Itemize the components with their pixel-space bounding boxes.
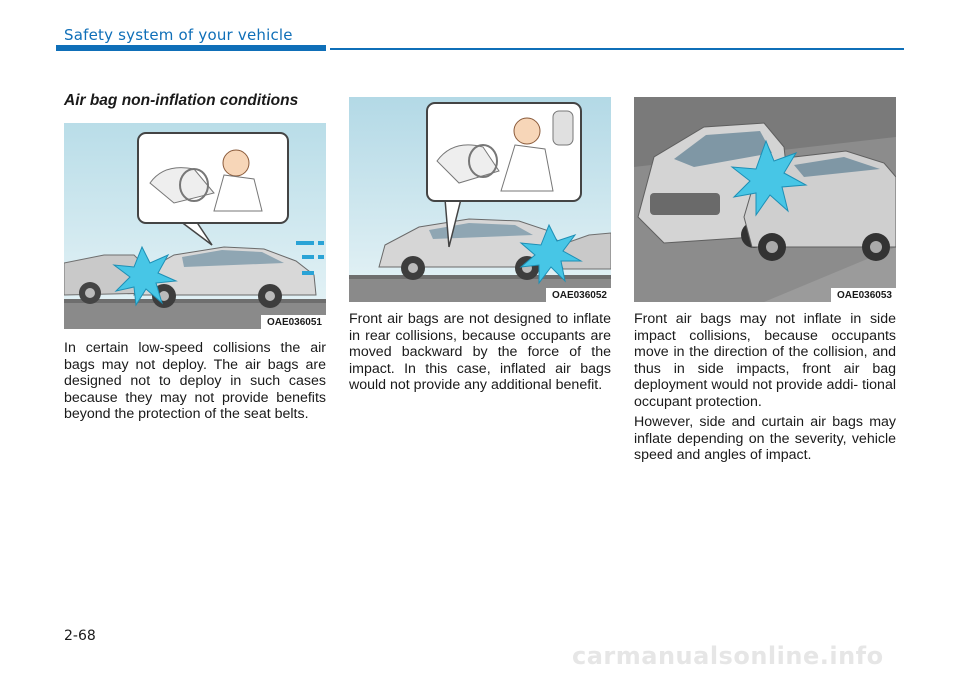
column-2-paragraph: Front air bags are not designed to inflate in rear collisions, because occupants are moved backward by the force of the impact. In this case, inflated air bags would not provide any additional benefit.: [349, 311, 611, 394]
watermark: carmanualsonline.info: [572, 642, 884, 670]
figure-code-label: OAE036051: [261, 315, 326, 329]
column-3-paragraph-2: However, side and curtain air bags may inflate depending on the severity, vehicle speed and angles of impact.: [634, 414, 896, 464]
header-rule-thin: [330, 48, 904, 50]
column-1-paragraph: In certain low-speed collisions the air bags may not deploy. The air bags are designed not to deploy in such cases because they may not provide benefits beyond the protection of the seat belts.: [64, 340, 326, 423]
section-title: Safety system of your vehicle: [64, 26, 293, 44]
section-heading: Air bag non-inflation conditions: [64, 92, 299, 109]
side-impact-illustration: [634, 97, 896, 302]
header-rule-thick: [56, 45, 326, 51]
figure-rear-collision: [349, 97, 611, 302]
page-number: 2-68: [64, 628, 96, 644]
figure-low-speed-collision: [64, 123, 326, 329]
rear-collision-illustration: [349, 97, 611, 302]
figure-code-label: OAE036053: [831, 288, 896, 302]
figure-code-label: OAE036052: [546, 288, 611, 302]
figure-side-impact: [634, 97, 896, 302]
column-3-paragraph-1: Front air bags may not inflate in side impact collisions, because occupants move in the direction of the collision, and thus in side impacts, front air bag deployment would not provide addi- tional occupant protection.: [634, 311, 896, 410]
low-speed-collision-illustration: [64, 123, 326, 329]
